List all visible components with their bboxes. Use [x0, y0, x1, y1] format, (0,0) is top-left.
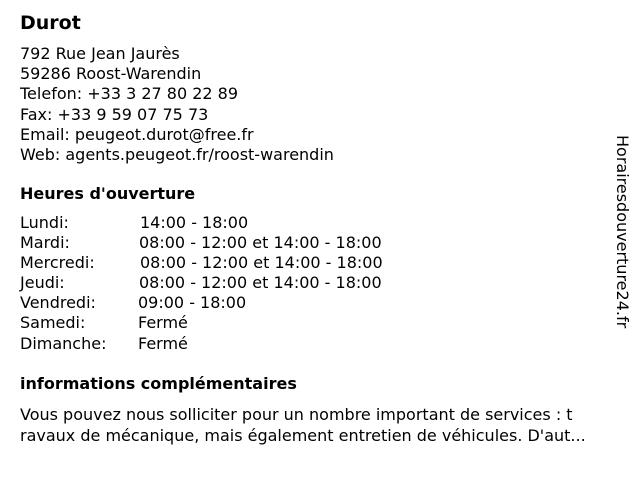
hours-row-mardi — [20, 233, 460, 253]
info-description — [20, 404, 632, 446]
day-label: Mercredi: — [20, 253, 95, 273]
address-street: 792 Rue Jean Jaurès — [20, 44, 180, 63]
hours-heading: Heures d'ouverture — [20, 184, 196, 203]
contact-block — [20, 44, 334, 165]
hours-value: 09:00 - 18:00 — [138, 293, 247, 313]
info-line: ravaux de mécanique, mais également entretien de véhicules. D'aut... — [20, 426, 586, 445]
hours-value: 08:00 - 12:00 et 14:00 - 18:00 — [139, 233, 382, 253]
hours-value: 14:00 - 18:00 — [140, 213, 249, 232]
hours-value: Fermé — [138, 313, 188, 333]
day-label: Dimanche: — [20, 333, 107, 353]
info-line: Vous pouvez nous solliciter pour un nombre important de services : t — [20, 405, 573, 424]
hours-row-lundi — [20, 213, 460, 233]
phone-number: Telefon: +33 3 27 80 22 89 — [20, 84, 239, 104]
email-address: Email: peugeot.durot@free.fr — [20, 124, 254, 144]
hours-value: 08:00 - 12:00 et 14:00 - 18:00 — [140, 253, 383, 273]
hours-row-vendredi — [20, 293, 460, 313]
hours-value: 08:00 - 12:00 et 14:00 - 18:00 — [139, 273, 382, 293]
website: Web: agents.peugeot.fr/roost-warendin — [20, 145, 334, 165]
hours-row-dimanche — [20, 334, 460, 354]
business-name: Durot — [20, 12, 81, 34]
address-city: 59286 Roost-Warendin — [20, 64, 202, 84]
fax-number: Fax: +33 9 59 07 75 73 — [20, 104, 209, 124]
watermark-text: Horairesdouverture24.fr — [613, 135, 632, 329]
day-label: Mardi: — [20, 233, 70, 253]
day-label: Samedi: — [20, 313, 86, 333]
hours-table — [20, 213, 460, 354]
day-label: Vendredi: — [20, 293, 96, 313]
hours-row-jeudi — [20, 273, 460, 293]
hours-value: Fermé — [138, 333, 188, 353]
hours-row-samedi — [20, 313, 460, 333]
hours-row-mercredi — [20, 253, 460, 273]
info-heading: informations complémentaires — [20, 374, 297, 393]
day-label: Jeudi: — [20, 273, 65, 293]
day-label: Lundi: — [20, 213, 69, 232]
